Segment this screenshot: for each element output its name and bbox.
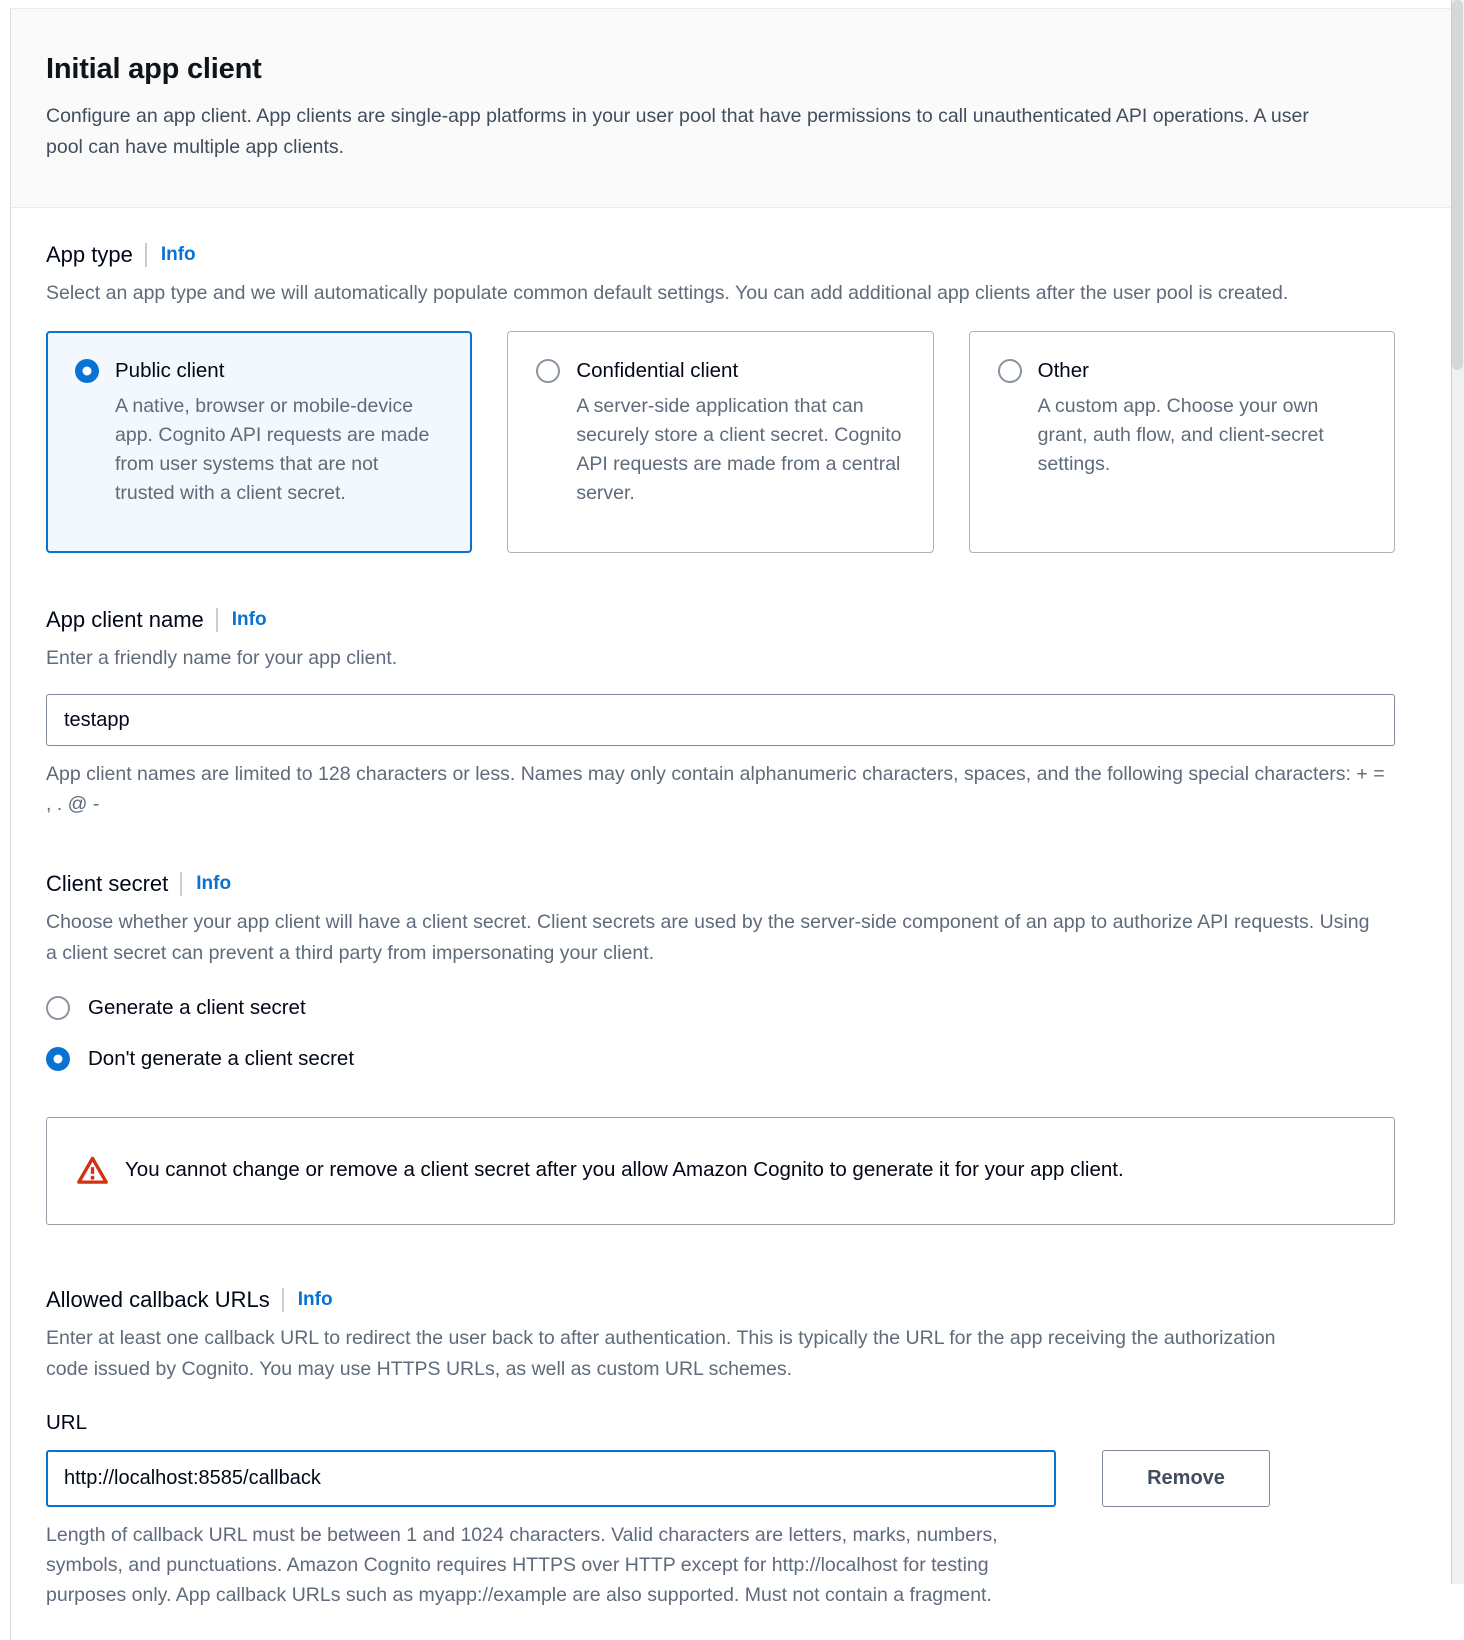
callback-url-input[interactable] xyxy=(46,1450,1056,1507)
app-client-name-label-row xyxy=(46,607,1395,633)
client-secret-label: Client secret xyxy=(46,871,169,896)
url-label: URL xyxy=(46,1411,88,1434)
tile-confidential-client[interactable] xyxy=(507,331,933,553)
client-secret-section xyxy=(46,871,1395,1225)
label-divider xyxy=(145,243,147,267)
app-type-info-link[interactable]: Info xyxy=(160,244,196,265)
client-secret-label-row xyxy=(46,871,1395,897)
label-divider xyxy=(180,872,182,896)
client-secret-description: Choose whether your app client will have a client secret. Client secrets are used by the server-side component of an app to authorize API requests. Using a client secret can prevent a third party from impersonating your client. xyxy=(46,911,1370,964)
scrollbar-thumb[interactable] xyxy=(1452,0,1463,370)
url-row xyxy=(46,1450,1395,1507)
app-client-name-info-link[interactable]: Info xyxy=(231,609,267,630)
tile-head xyxy=(536,359,904,383)
radio-public-client[interactable] xyxy=(75,359,99,383)
callback-urls-label: Allowed callback URLs xyxy=(46,1287,270,1312)
app-type-tiles xyxy=(46,331,1395,553)
callback-urls-info-link[interactable]: Info xyxy=(297,1289,333,1310)
warning-triangle-icon xyxy=(77,1155,108,1191)
client-secret-warning xyxy=(46,1117,1395,1225)
page-description: Configure an app client. App clients are single-app platforms in your user pool that have permissions to call unauthenticated API operations. A user pool can have multiple app clients. xyxy=(46,105,1309,158)
warning-text: You cannot change or remove a client secret after you allow Amazon Cognito to generate it for your app client. xyxy=(125,1158,1124,1181)
app-client-name-input[interactable] xyxy=(46,694,1395,746)
tile-description: A custom app. Choose your own grant, auth flow, and client-secret settings. xyxy=(1037,395,1324,475)
tile-description: A native, browser or mobile-device app. Cognito API requests are made from user systems that are not trusted with a client secret. xyxy=(115,395,430,504)
app-type-section xyxy=(46,242,1395,553)
option-generate-secret[interactable] xyxy=(46,996,1395,1020)
app-client-name-label: App client name xyxy=(46,607,204,632)
label-divider xyxy=(282,1288,284,1312)
tile-head xyxy=(998,359,1366,383)
panel-header xyxy=(11,9,1451,208)
client-secret-info-link[interactable]: Info xyxy=(196,873,232,894)
option-dont-generate-secret[interactable] xyxy=(46,1047,1395,1071)
tile-other[interactable] xyxy=(969,331,1395,553)
option-label: Don't generate a client secret xyxy=(88,1047,355,1070)
tile-title: Other xyxy=(1037,359,1089,382)
app-type-label-row xyxy=(46,242,1395,268)
callback-urls-description: Enter at least one callback URL to redirect the user back to after authentication. This is typically the URL for the app receiving the authorization code issued by Cognito. You may use HTTPS URLs, as well as custom URL schemes. xyxy=(46,1327,1276,1380)
tile-head xyxy=(75,359,443,383)
initial-app-client-panel xyxy=(10,8,1451,1640)
remove-url-button[interactable]: Remove xyxy=(1102,1450,1270,1507)
panel-body xyxy=(11,208,1451,1640)
app-client-name-constraint: App client names are limited to 128 characters or less. Names may only contain alphanumeric characters, spaces, and the following special characters: + = , . @ - xyxy=(46,763,1385,815)
page-title: Initial app client xyxy=(46,53,262,85)
scrollbar-track[interactable] xyxy=(1451,0,1464,1584)
option-label: Generate a client secret xyxy=(88,996,306,1019)
radio-other[interactable] xyxy=(998,359,1022,383)
tile-public-client[interactable] xyxy=(46,331,472,553)
app-type-description: Select an app type and we will automatically populate common default settings. You can add additional app clients after the user pool is created. xyxy=(46,282,1289,304)
app-type-label: App type xyxy=(46,242,133,267)
app-client-name-description: Enter a friendly name for your app client. xyxy=(46,647,398,669)
callback-urls-label-row xyxy=(46,1287,1395,1313)
radio-generate-secret[interactable] xyxy=(46,996,70,1020)
app-client-name-section xyxy=(46,607,1395,819)
tile-title: Confidential client xyxy=(576,359,739,382)
label-divider xyxy=(216,608,218,632)
callback-urls-section xyxy=(46,1287,1395,1610)
radio-confidential-client[interactable] xyxy=(536,359,560,383)
radio-dont-generate-secret[interactable] xyxy=(46,1047,70,1071)
tile-description: A server-side application that can securely store a client secret. Cognito API requests are made from a central server. xyxy=(576,395,902,504)
callback-url-constraint: Length of callback URL must be between 1 and 1024 characters. Valid characters are letters, marks, numbers, symbols, and punctuations. Amazon Cognito requires HTTPS over HTTP except for http://localhost for testing purposes only. App callback URLs such as myapp://example are also supported. Must not contain a fragment. xyxy=(46,1524,998,1606)
tile-title: Public client xyxy=(115,359,225,382)
